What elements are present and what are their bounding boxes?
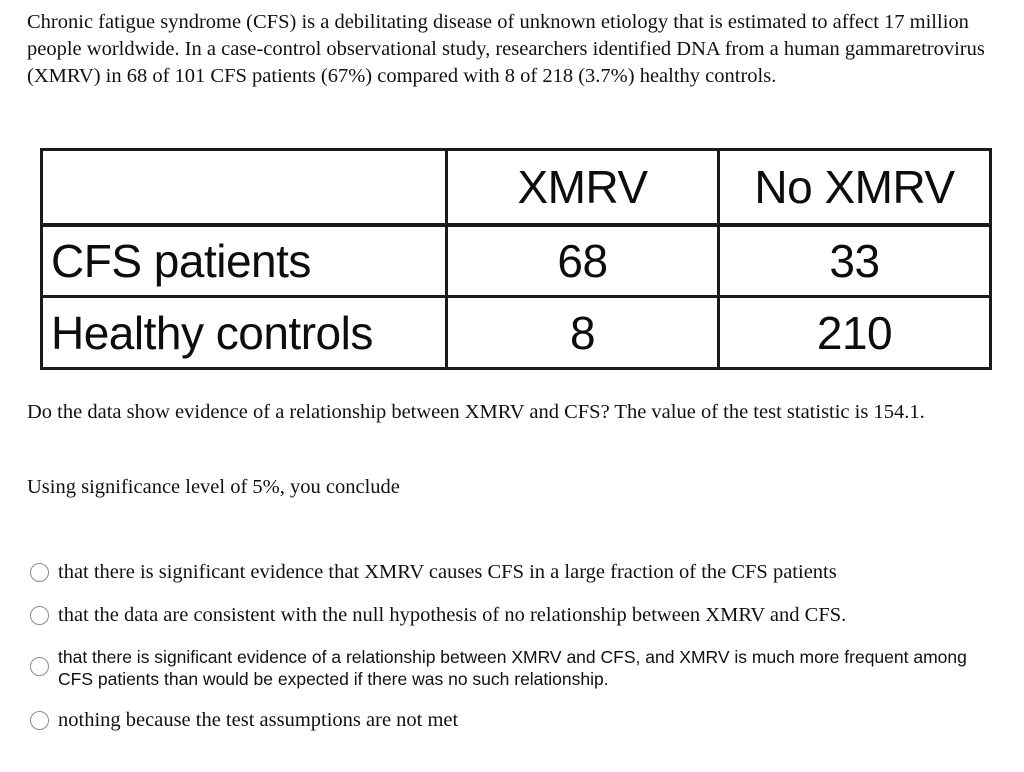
table-header-row bbox=[42, 150, 991, 225]
answer-option-d[interactable] bbox=[30, 707, 970, 733]
radio-button-a[interactable] bbox=[30, 563, 49, 582]
option-label-d: nothing because the test assumptions are not met bbox=[58, 709, 459, 731]
option-label-c: that there is significant evidence of a relationship between XMRV and CFS, and XMRV is much more frequent among CFS patients than would be expected if there was no such relationship. bbox=[58, 647, 967, 689]
prompt-text: Using significance level of 5%, you conclude bbox=[27, 476, 400, 498]
column-header-xmrv: XMRV bbox=[447, 150, 719, 225]
answer-option-a[interactable] bbox=[30, 559, 970, 585]
intro-paragraph: Chronic fatigue syndrome (CFS) is a debilitating disease of unknown etiology that is estimated to affect 17 million people worldwide. In a case-control observational study, researchers identified DNA from a human gammaretrovirus (XMRV) in 68 of 101 CFS patients (67%) compared with 8 of 218 (3.7%) healthy controls. bbox=[27, 11, 985, 87]
row-label-cfs-patients: CFS patients bbox=[42, 225, 447, 297]
cell-healthy-no-xmrv: 210 bbox=[719, 297, 991, 369]
option-label-b: that the data are consistent with the null hypothesis of no relationship between XMRV and CFS. bbox=[58, 604, 847, 626]
option-label-a: that there is significant evidence that XMRV causes CFS in a large fraction of the CFS patients bbox=[58, 561, 837, 583]
row-label-healthy-controls: Healthy controls bbox=[42, 297, 447, 369]
table-corner-cell bbox=[42, 150, 447, 225]
table-row bbox=[42, 225, 991, 297]
question-text: Do the data show evidence of a relationship between XMRV and CFS? The value of the test statistic is 154.1. bbox=[27, 401, 925, 423]
answer-option-b[interactable] bbox=[30, 602, 970, 628]
cell-healthy-xmrv: 8 bbox=[447, 297, 719, 369]
cell-cfs-xmrv: 68 bbox=[447, 225, 719, 297]
cell-cfs-no-xmrv: 33 bbox=[719, 225, 991, 297]
column-header-no-xmrv: No XMRV bbox=[719, 150, 991, 225]
radio-button-b[interactable] bbox=[30, 606, 49, 625]
answer-option-c[interactable] bbox=[30, 646, 970, 690]
radio-button-d[interactable] bbox=[30, 711, 49, 730]
table-row bbox=[42, 297, 991, 369]
radio-button-c[interactable] bbox=[30, 657, 49, 676]
contingency-table bbox=[40, 148, 992, 370]
